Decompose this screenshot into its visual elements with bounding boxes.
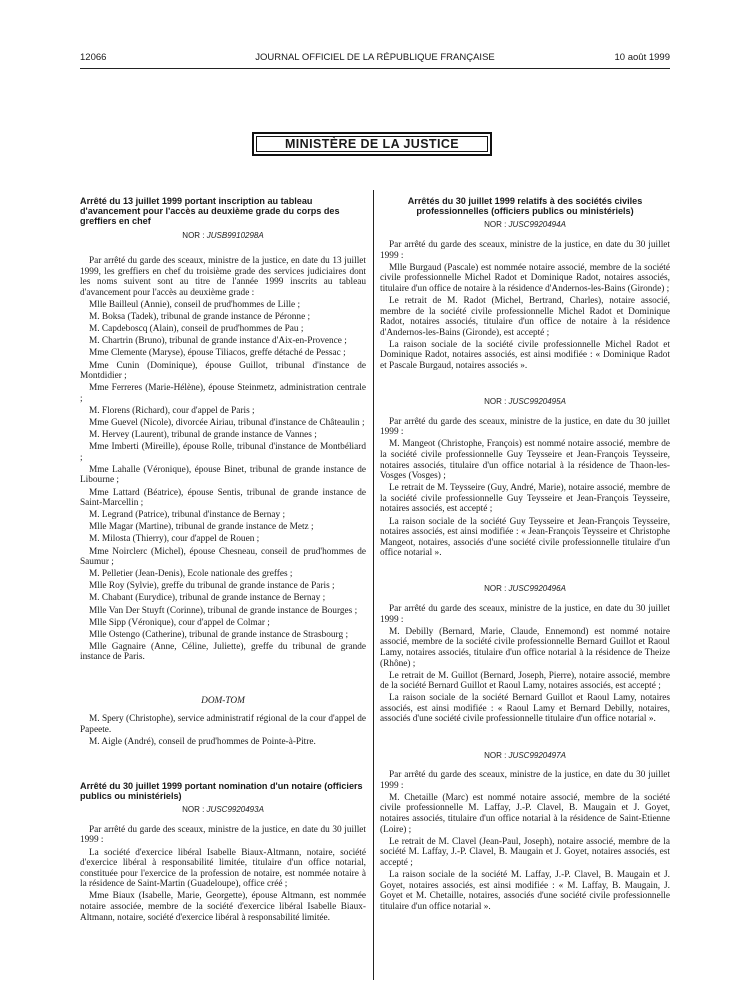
- paragraph: Le retrait de M. Clavel (Jean-Paul, Joseph), notaire associé, membre de la société M. Laffay, J.-P. Clavel, B. Maugain et J. Goyet, notaires associés, est accepté ;: [380, 836, 670, 868]
- paragraph: Mme Biaux (Isabelle, Marie, Georgette), épouse Altmann, est nommée notaire associée, membre de la société d'exercice libéral Isabelle Biaux-Altmann, notaire, société d'exercice libéral à responsabilité limitée.: [80, 891, 366, 923]
- paragraph: Mlle Burgaud (Pascale) est nommée notaire associé, membre de la société civile professionnelle Michel Radot et Dominique Radot, notaires associés, titulaire d'un office de notaire à la résidence d'Andernos-les-Bains (Gironde) ;: [380, 262, 670, 294]
- paragraph: M. Debilly (Bernard, Marie, Claude, Ennemond) est nommé notaire associé, membre de la société civile professionnelle Bernard Guillot et Raoul Lamy, notaires associés, titulaire d'un office notarial à la résidence de Theize (Rhône) ;: [380, 626, 670, 669]
- arretes-title: Arrêtés du 30 juillet 1999 relatifs à des sociétés civiles professionnelles (officiers publics ou ministériels): [407, 196, 643, 217]
- entry-list: [80, 300, 366, 663]
- list-item: M. Milosta (Thierry), cour d'appel de Rouen ;: [89, 534, 260, 545]
- nor-code: JUSC9920494A: [508, 220, 566, 230]
- nor-code: JUSC9920497A: [508, 750, 566, 760]
- list-item: Mme Guevel (Nicole), divorcée Airiau, tribunal d'instance de Châteaulin ;: [89, 418, 365, 429]
- list-item: M. Pelletier (Jean-Denis), Ecole nationale des greffes ;: [89, 569, 293, 580]
- domtom-entry-list: [80, 714, 366, 747]
- paragraph: Par arrêté du garde des sceaux, ministre de la justice, en date du 30 juillet 1999 :: [380, 416, 670, 438]
- arrete-title: Arrêté du 30 juillet 1999 portant nomination d'un notaire (officiers publics ou ministériels): [80, 780, 363, 802]
- paragraph: Le retrait de M. Teysseire (Guy, André, Marie), notaire associé, membre de la société civile professionnelle Guy Teysseire et Jean-François Teysseire, notaires associés, est accepté ;: [380, 483, 670, 515]
- list-item: Mlle Sipp (Véronique), cour d'appel de Colmar ;: [89, 617, 270, 628]
- list-item: M. Boksa (Tadek), tribunal de grande instance de Péronne ;: [89, 312, 311, 323]
- arrete-body: [80, 825, 366, 923]
- paragraph: Le retrait de M. Guillot (Bernard, Joseph, Pierre), notaire associé, membre de la société Bernard Guillot et Raoul Lamy, notaires associés, est accepté ;: [380, 670, 670, 692]
- nor-code: JUSC9920495A: [508, 397, 566, 407]
- list-item: M. Hervey (Laurent), tribunal de grande instance de Vannes ;: [89, 430, 317, 441]
- nor-reference: [380, 584, 670, 595]
- header-rule: [80, 68, 670, 69]
- page-number: 12066: [80, 52, 107, 63]
- nor-code: JUSB9910298A: [206, 230, 264, 240]
- paragraph: M. Mangeot (Christophe, François) est nommé notaire associé, membre de la société civile professionnelle Guy Teysseire et Jean-François Teysseire, notaires associés, titulaire d'un office notarial à la résidence de Thaon-les-Vosges (Vosges) ;: [380, 439, 670, 482]
- paragraph: La raison sociale de la société civile professionnelle Michel Radot et Dominique Radot, notaires associés, est ainsi modifiée : « Dominique Radot et Pascale Burgaud, notaires associés ».: [380, 339, 670, 372]
- nor-code: JUSC9920496A: [508, 584, 566, 594]
- list-item: Mme Lahalle (Véronique), épouse Binet, tribunal de grande instance de Libourne ;: [80, 464, 366, 486]
- paragraph: La raison sociale de la société Guy Teysseire et Jean-François Teysseire, notaires associés, est ainsi modifiée : « Jean-François Teysseire et Christophe Mangeot, notaires, associés d'une société civile professionnelle titulaire d'un office notarial ».: [380, 516, 670, 559]
- list-item: Mme Clemente (Maryse), épouse Tiliacos, greffe détaché de Pessac ;: [89, 348, 346, 359]
- list-item: Mlle Bailleul (Annie), conseil de prud'hommes de Lille ;: [89, 300, 301, 311]
- paragraph: Par arrêté du garde des sceaux, ministre de la justice, en date du 30 juillet 1999 :: [380, 770, 670, 791]
- list-item: Mme Ferreres (Marie-Hélène), épouse Steinmetz, administration centrale ;: [80, 383, 366, 404]
- nor-reference: [80, 231, 366, 242]
- nor-label: NOR :: [484, 584, 507, 594]
- paragraph: Par arrêté du garde des sceaux, ministre de la justice, en date du 30 juillet 1999 :: [380, 240, 670, 261]
- ministry-box: [252, 132, 492, 156]
- list-item: Mme Noirclerc (Michel), épouse Chesneau, conseil de prud'hommes de Saumur ;: [80, 546, 366, 568]
- nor-reference: [380, 397, 670, 408]
- list-item: Mlle Gagnaire (Anne, Céline, Juliette), greffe du tribunal de grande instance de Paris.: [80, 641, 366, 663]
- list-item: Mlle Roy (Sylvie), greffe du tribunal de grande instance de Paris ;: [89, 581, 335, 592]
- list-item: Mme Lattard (Béatrice), épouse Sentis, tribunal de grande instance de Saint-Marcellin ;: [80, 487, 366, 509]
- journal-title: JOURNAL OFFICIEL DE LA RÉPUBLIQUE FRANÇAISE: [255, 52, 495, 63]
- ministry-title: MINISTÈRE DE LA JUSTICE: [256, 136, 488, 152]
- arrete-intro: Par arrêté du garde des sceaux, ministre de la justice, en date du 13 juillet 1999, les greffiers en chef du troisième grade des services judiciaires dont les noms suivent sont au titre de l'année 1999 inscrits au tableau d'avancement pour l'accès au deuxième grade :: [80, 256, 366, 298]
- column-divider: [373, 190, 374, 980]
- paragraph: La société d'exercice libéral Isabelle Biaux-Altmann, notaire, société d'exercice libéral à responsabilité limitée, titulaire d'un office notarial, constituée pour l'exercice de la profession de notaire, est nommée notaire à la résidence de Saint-Martin (Guadeloupe), office créé ;: [80, 847, 366, 890]
- list-item: M. Capdeboscq (Alain), conseil de prud'hommes de Pau ;: [89, 324, 304, 335]
- paragraph: M. Chetaille (Marc) est nommé notaire associé, membre de la société civile professionnelle M. Laffay, J.-P. Clavel, B. Maugain et J. Goyet, notaires associés, titulaire d'un office notarial à la résidence de Saint-Etienne (Loire) ;: [380, 792, 670, 835]
- list-item: Mlle Magar (Martine), tribunal de grande instance de Metz ;: [89, 522, 314, 533]
- nor-label: NOR :: [484, 220, 507, 230]
- left-column: [80, 196, 366, 925]
- list-item: M. Chartrin (Bruno), tribunal de grande instance d'Aix-en-Provence ;: [89, 336, 347, 347]
- nor-code: JUSC9920493A: [206, 805, 264, 815]
- list-item: Mme Imberti (Mireille), épouse Rolle, tribunal d'instance de Montbéliard ;: [80, 442, 366, 463]
- issue-date: 10 août 1999: [614, 52, 670, 63]
- nor-label: NOR :: [182, 230, 205, 240]
- list-item: M. Chabant (Eurydice), tribunal de grande instance de Bernay ;: [89, 593, 326, 604]
- list-item: M. Aigle (André), conseil de prud'hommes de Pointe-à-Pitre.: [89, 736, 316, 747]
- paragraph: La raison sociale de la société M. Laffay, J.-P. Clavel, B. Maugain et J. Goyet, notaires associés, est ainsi modifiée : « M. Laffay, B. Maugain, J. Goyet et M. Chetaille, notaires, associés d'une société civile professionnelle titulaire d'un office notarial ».: [380, 870, 670, 912]
- list-item: M. Spery (Christophe), service administratif régional de la cour d'appel de Papeete.: [80, 714, 366, 735]
- nor-label: NOR :: [484, 750, 507, 760]
- nor-label: NOR :: [484, 397, 507, 407]
- domtom-heading: DOM-TOM: [201, 696, 245, 707]
- list-item: Mlle Ostengo (Catherine), tribunal de grande instance de Strasbourg ;: [89, 629, 349, 640]
- list-item: M. Florens (Richard), cour d'appel de Paris ;: [89, 405, 255, 416]
- paragraph: Par arrêté du garde des sceaux, ministre de la justice, en date du 30 juillet 1999 :: [80, 824, 366, 846]
- paragraph: Le retrait de M. Radot (Michel, Bertrand, Charles), notaire associé, membre de la société civile professionnelle Michel Radot et Dominique Radot, notaires associés, titulaire d'un office de notaire à la résidence d'Andernos-les-Bains (Gironde), est accepté ;: [380, 295, 670, 338]
- list-item: M. Legrand (Patrice), tribunal d'instance de Bernay ;: [89, 510, 286, 521]
- right-column: [380, 196, 670, 914]
- nor-label: NOR :: [182, 805, 205, 815]
- list-item: Mme Cunin (Dominique), épouse Guillot, tribunal d'instance de Montdidier ;: [80, 360, 366, 382]
- nor-reference: [80, 805, 366, 816]
- page-header: [80, 52, 670, 66]
- paragraph: Par arrêté du garde des sceaux, ministre de la justice, en date du 30 juillet 1999 :: [380, 604, 670, 625]
- nor-reference: [380, 220, 670, 231]
- arrete-title: Arrêté du 13 juillet 1999 portant inscription au tableau d'avancement pour l'accès au deuxième grade du corps des greffiers en chef: [80, 196, 340, 227]
- nor-reference: [380, 751, 670, 762]
- list-item: Mlle Van Der Stuyft (Corinne), tribunal de grande instance de Bourges ;: [89, 605, 358, 616]
- paragraph: La raison sociale de la société Bernard Guillot et Raoul Lamy, notaires associés, est ainsi modifiée : « Raoul Lamy et Bernard Debilly, notaires, associés d'une société civile professionnelle titulaire d'un office notarial ».: [380, 693, 670, 725]
- arrete-blocks: [380, 220, 670, 912]
